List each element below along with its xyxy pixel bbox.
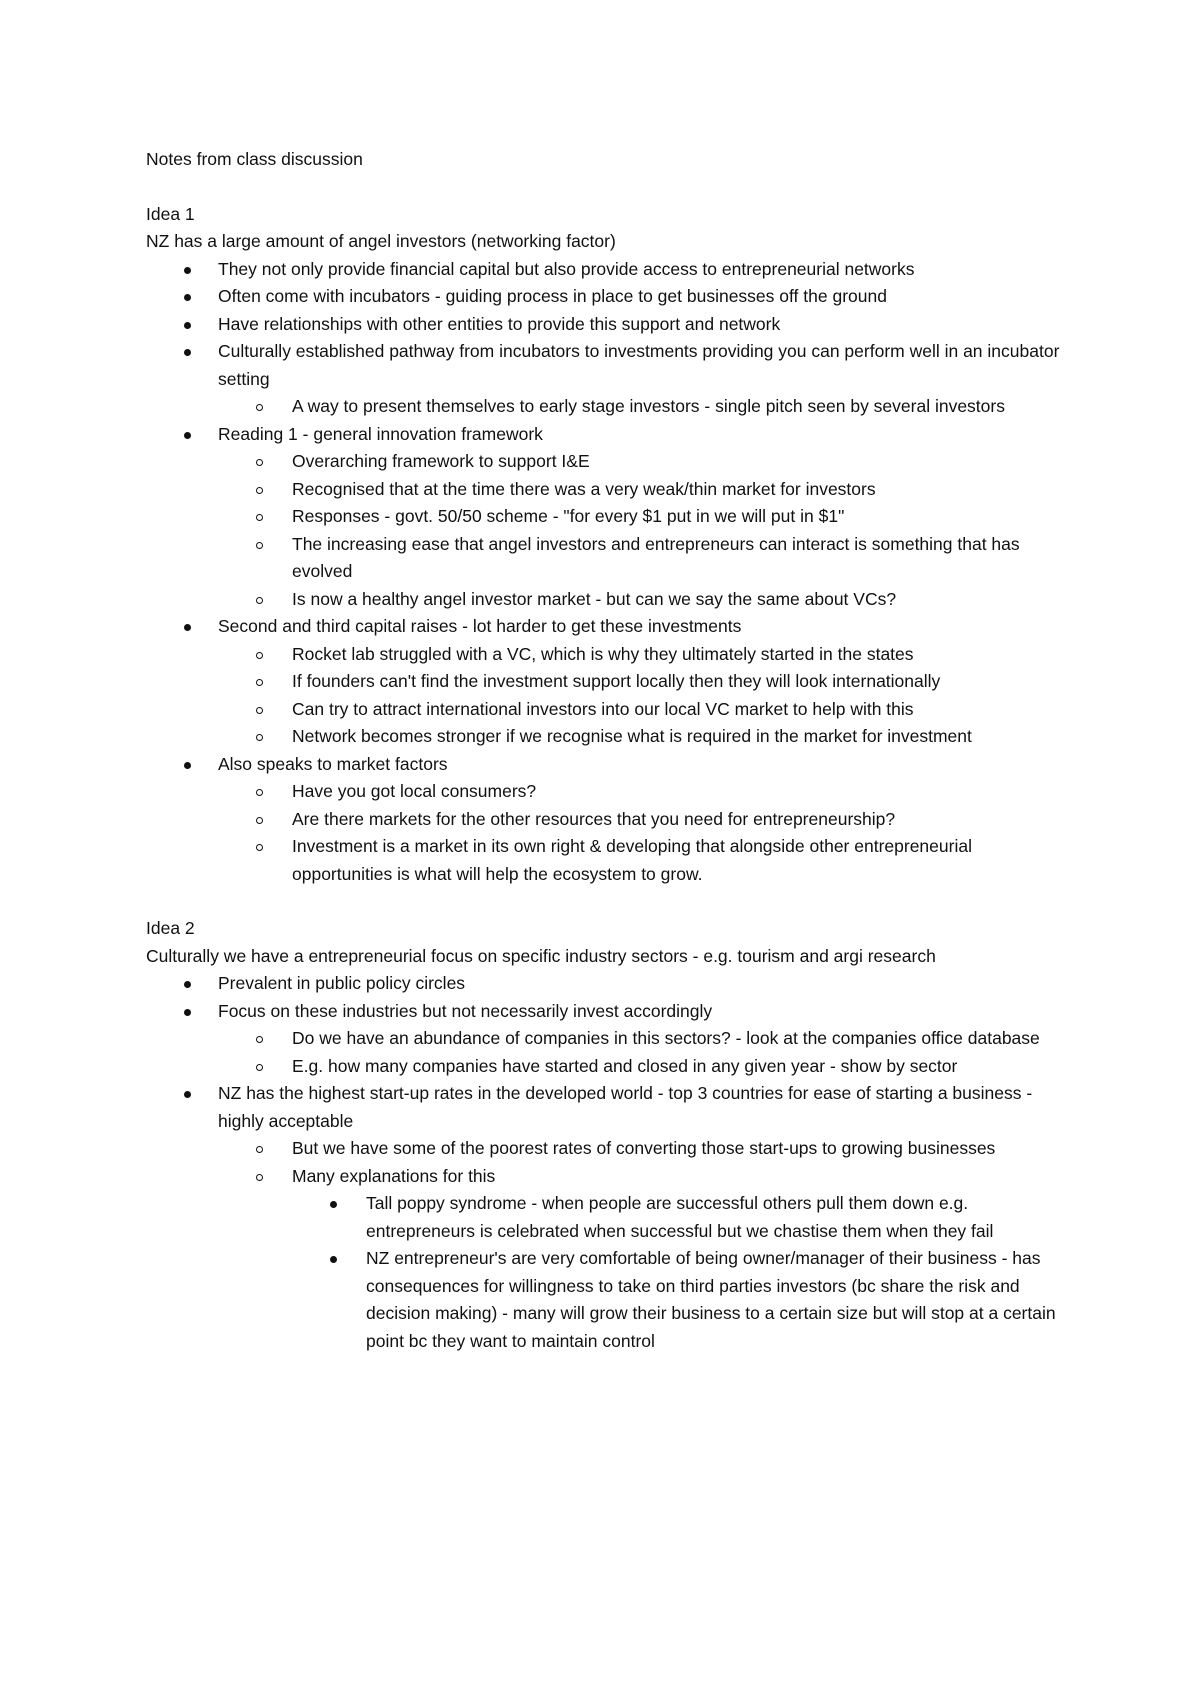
list-item-text: E.g. how many companies have started and closed in any given year - show by sector: [292, 1053, 1076, 1081]
list-item: [218, 833, 1076, 888]
list-item-text: NZ entrepreneur's are very comfortable of being owner/manager of their business - has consequences for willingness to take on third parties investors (bc share the risk and decision making) - many will grow their business to a certain size but will stop at a certain point bc they want to maintain control: [366, 1245, 1076, 1355]
list-item: [218, 1135, 1076, 1163]
list-item-text: A way to present themselves to early stage investors - single pitch seen by several investors: [292, 393, 1076, 421]
list-item: [218, 503, 1076, 531]
list-item: [218, 448, 1076, 476]
list-item-text: But we have some of the poorest rates of converting those start-ups to growing businesses: [292, 1135, 1076, 1163]
bullet-list-level-2: [218, 1135, 1076, 1355]
list-item-text: Reading 1 - general innovation framework: [218, 421, 1076, 449]
list-item: [218, 778, 1076, 806]
list-item: [146, 1080, 1076, 1355]
page-title: Notes from class discussion: [146, 149, 363, 169]
ideas-container: [146, 201, 1076, 1356]
list-item-text: Are there markets for the other resources that you need for entrepreneurship?: [292, 806, 1076, 834]
list-item-text: If founders can't find the investment support locally then they will look internationally: [292, 668, 1076, 696]
idea-heading: Idea 1: [146, 203, 195, 224]
idea-intro: NZ has a large amount of angel investors (networking factor): [146, 231, 616, 251]
list-item-text: Do we have an abundance of companies in this sectors? - look at the companies office database: [292, 1025, 1076, 1053]
list-item-text: Is now a healthy angel investor market - but can we say the same about VCs?: [292, 586, 1076, 614]
list-item-text: Rocket lab struggled with a VC, which is why they ultimately started in the states: [292, 641, 1076, 669]
list-item: [146, 751, 1076, 889]
list-item: [218, 641, 1076, 669]
list-item-text: Culturally established pathway from incubators to investments providing you can perform well in an incubator setting: [218, 338, 1076, 393]
idea-section: [146, 201, 1076, 889]
list-item-text: The increasing ease that angel investors and entrepreneurs can interact is something that has evolved: [292, 531, 1076, 586]
list-item-text: Responses - govt. 50/50 scheme - "for every $1 put in we will put in $1": [292, 503, 1076, 531]
list-item-text: Have you got local consumers?: [292, 778, 1076, 806]
list-item-text: Can try to attract international investors into our local VC market to help with this: [292, 696, 1076, 724]
bullet-list-level-2: [218, 393, 1076, 421]
list-item: [218, 476, 1076, 504]
section-spacer: [146, 888, 1076, 915]
list-item: [146, 338, 1076, 421]
idea-intro: Culturally we have a entrepreneurial focus on specific industry sectors - e.g. tourism and argi research: [146, 945, 936, 966]
list-item: [292, 1190, 1076, 1245]
list-item-text: Investment is a market in its own right & developing that alongside other entrepreneurial opportunities is what will help the ecosystem to grow.: [292, 833, 1076, 888]
document-content: [146, 146, 1076, 1355]
bullet-list-level-2: [218, 1025, 1076, 1080]
list-item: [218, 668, 1076, 696]
list-item: [218, 393, 1076, 421]
idea-section: [146, 915, 1076, 1355]
list-item: [218, 696, 1076, 724]
list-item: [146, 970, 1076, 998]
bullet-list-level-1: [146, 970, 1076, 1355]
list-item-text: Have relationships with other entities to provide this support and network: [218, 311, 1076, 339]
list-item: [146, 283, 1076, 311]
list-item: [218, 1163, 1076, 1356]
idea-heading: Idea 2: [146, 918, 195, 938]
list-item: [292, 1245, 1076, 1355]
list-item-text: Recognised that at the time there was a very weak/thin market for investors: [292, 476, 1076, 504]
list-item-text: Prevalent in public policy circles: [218, 970, 1076, 998]
list-item-text: Often come with incubators - guiding process in place to get businesses off the ground: [218, 283, 1076, 311]
list-item: [218, 806, 1076, 834]
list-item-text: Also speaks to market factors: [218, 751, 1076, 779]
list-item-text: Tall poppy syndrome - when people are successful others pull them down e.g. entrepreneurs is celebrated when successful but we chastise them when they fail: [366, 1190, 1076, 1245]
bullet-list-level-1: [146, 256, 1076, 889]
bullet-list-level-2: [218, 778, 1076, 888]
list-item: [146, 311, 1076, 339]
list-item: [146, 998, 1076, 1081]
list-item-text: Focus on these industries but not necessarily invest accordingly: [218, 998, 1076, 1026]
list-item: [218, 586, 1076, 614]
list-item-text: Overarching framework to support I&E: [292, 448, 1076, 476]
list-item-text: NZ has the highest start-up rates in the developed world - top 3 countries for ease of starting a business - highly acceptable: [218, 1080, 1076, 1135]
list-item: [146, 613, 1076, 751]
list-item: [218, 1025, 1076, 1053]
list-item-text: Second and third capital raises - lot harder to get these investments: [218, 613, 1076, 641]
bullet-list-level-3: [292, 1190, 1076, 1355]
list-item: [146, 256, 1076, 284]
list-item: [218, 531, 1076, 586]
list-item: [218, 1053, 1076, 1081]
bullet-list-level-2: [218, 641, 1076, 751]
list-item: [146, 421, 1076, 614]
list-item-text: They not only provide financial capital but also provide access to entrepreneurial networks: [218, 256, 1076, 284]
bullet-list-level-2: [218, 448, 1076, 613]
list-item-text: Many explanations for this: [292, 1163, 1076, 1191]
list-item-text: Network becomes stronger if we recognise what is required in the market for investment: [292, 723, 1076, 751]
list-item: [218, 723, 1076, 751]
